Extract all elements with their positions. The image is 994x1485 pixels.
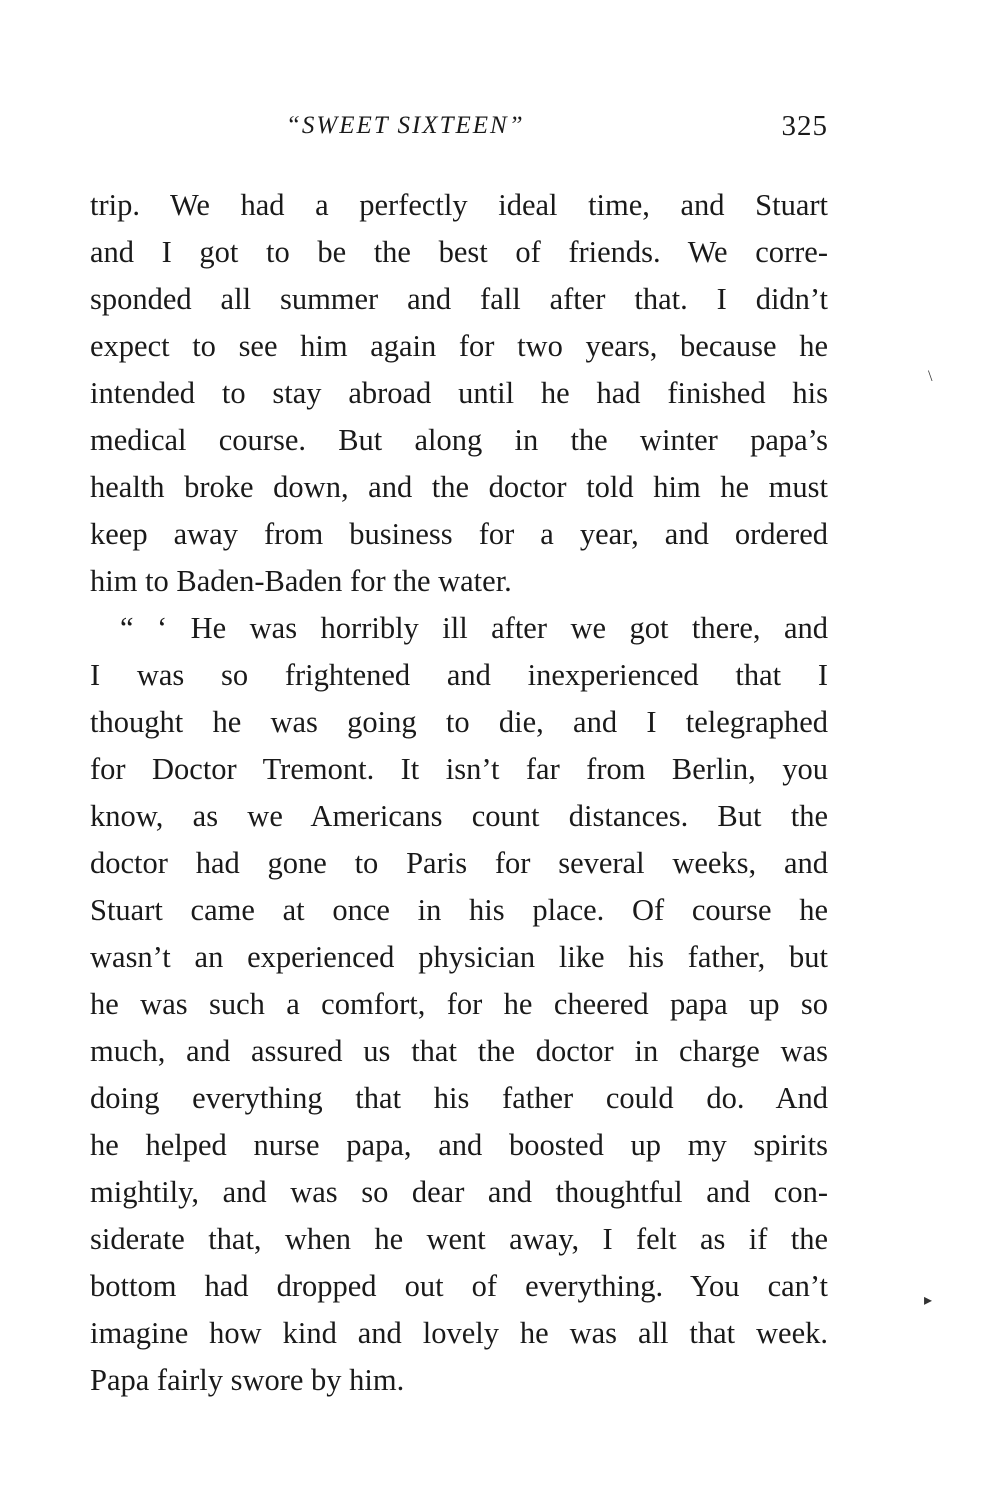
text-line: imagine how kind and lovely he was all that week. <box>90 1316 828 1350</box>
running-head <box>90 112 828 152</box>
text-line: him to Baden-Baden for the water. <box>90 564 512 598</box>
running-title: “SWEET SIXTEEN” <box>286 112 525 139</box>
page-number: 325 <box>781 110 828 142</box>
text-line: Papa fairly swore by him. <box>90 1363 405 1397</box>
text-line: for Doctor Tremont. It isn’t far from Berlin, you <box>90 752 828 786</box>
text-line: medical course. But along in the winter papa’s <box>90 423 828 457</box>
text-line: expect to see him again for two years, because he <box>90 329 828 363</box>
text-line: “ ‘ He was horribly ill after we got there, and <box>120 611 828 645</box>
text-line: I was so frightened and inexperienced that I <box>90 658 828 692</box>
body-text <box>90 182 828 1404</box>
margin-mark: ▸ <box>924 1292 933 1309</box>
text-line: Stuart came at once in his place. Of course he <box>90 893 828 927</box>
text-line: bottom had dropped out of everything. You can’t <box>90 1269 828 1303</box>
text-line: he was such a comfort, for he cheered papa up so <box>90 987 828 1021</box>
text-line: health broke down, and the doctor told him he must <box>90 470 828 504</box>
text-line: much, and assured us that the doctor in charge was <box>90 1034 828 1068</box>
text-line: he helped nurse papa, and boosted up my spirits <box>90 1128 828 1162</box>
text-line: trip. We had a perfectly ideal time, and Stuart <box>90 188 828 222</box>
text-line: keep away from business for a year, and ordered <box>90 517 828 551</box>
text-line: doing everything that his father could do. And <box>90 1081 828 1115</box>
text-line: know, as we Americans count distances. But the <box>90 799 828 833</box>
text-line: wasn’t an experienced physician like his father, but <box>90 940 828 974</box>
text-line: and I got to be the best of friends. We corre- <box>90 235 828 269</box>
text-line: intended to stay abroad until he had finished his <box>90 376 828 410</box>
text-line: sponded all summer and fall after that. I didn’t <box>90 282 828 316</box>
text-line: thought he was going to die, and I telegraphed <box>90 705 828 739</box>
margin-mark: \ <box>928 368 933 385</box>
text-line: doctor had gone to Paris for several weeks, and <box>90 846 828 880</box>
text-line: mightily, and was so dear and thoughtful and con- <box>90 1175 828 1209</box>
text-line: siderate that, when he went away, I felt as if the <box>90 1222 828 1256</box>
